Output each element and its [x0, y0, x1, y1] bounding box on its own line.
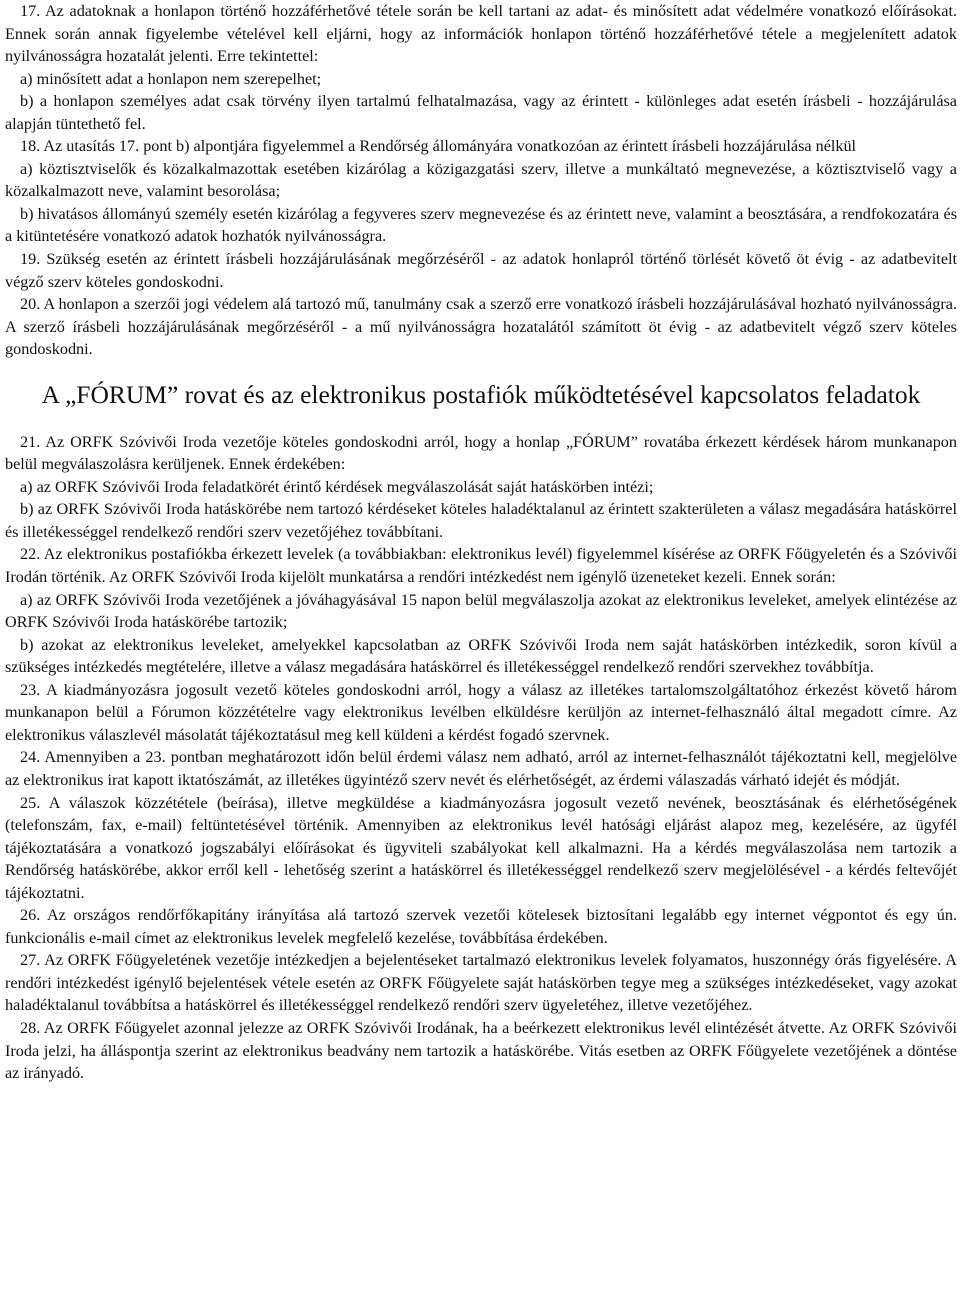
paragraph-18: 18. Az utasítás 17. pont b) alpontjára figyelemmel a Rendőrség állományára vonatkozóan az érintett írásbeli hozzájárulása nélkül [20, 137, 857, 156]
paragraph-17: 17. Az adatoknak a honlapon történő hozzáférhetővé tétele során be kell tartani az adat- és minősített adat védelmére vonatkozó előírásokat. Ennek során annak figyelembe vételével kell eljárni, hogy az információk honlapon történő hozzáférhetővé tétele a megjelenített adatok nyilvánosságra hozatalát jelenti. Erre tekintettel: [5, 2, 957, 66]
paragraph-26: 26. Az országos rendőrfőkapitány irányítása alá tartozó szervek vezetői kötelesek biztosítani legalább egy internet végpontot és egy ún. funkcionális e-mail címet az elektronikus levelek megfelelő kezelése, továbbítása érdekében. [5, 906, 957, 947]
paragraph-20: 20. A honlapon a szerzői jogi védelem alá tartozó mű, tanulmány csak a szerző erre vonatkozó írásbeli hozzájárulásával hozható nyilvánosságra. A szerző írásbeli hozzájárulásának megőrzéséről - a mű nyilvánosságra hozatalától számított öt évig - az adatbevitelt végző szerv köteles gondoskodni. [5, 295, 957, 359]
paragraph-17-b: b) a honlapon személyes adat csak törvény ilyen tartalmú felhatalmazása, vagy az érintett - különleges adat esetén írásbeli - hozzájárulása alapján tüntethető fel. [5, 92, 957, 133]
paragraph-21-b: b) az ORFK Szóvivői Iroda hatáskörébe nem tartozó kérdéseket köteles haladéktalanul az érintett szakterületen a válasz megadására hatáskörrel és illetékességgel rendelkező rendőri szerv vezetőjéhez továbbítani. [5, 500, 957, 541]
paragraph-22-b: b) azokat az elektronikus leveleket, amelyekkel kapcsolatban az ORFK Szóvivői Iroda nem saját hatáskörben intézkedik, soron kívül a szükséges intézkedés megtételére, illetve a válasz megadására hatáskörrel és illetékességgel rendelkező rendőri szervekhez továbbítja. [5, 635, 957, 677]
paragraph-17-a: a) minősített adat a honlapon nem szerepelhet; [20, 69, 322, 88]
paragraph-25: 25. A válaszok közzététele (beírása), illetve megküldése a kiadmányozásra jogosult vezető nevének, beosztásának és elérhetőségének (telefonszám, fax, e-mail) feltüntetésével történik. Amennyiben az elektronikus levél hatósági eljárást alapoz meg, kezelésére, az ügyfél tájékoztatására a vonatkozó jogszabályi előírásokat és ügyviteli szabályokat kell alkalmazni. Ha a kérdés megválaszolása nem tartozik a Rendőrség hatáskörébe, akkor erről kell - lehetőség szerint a hatáskörrel és illetékességgel rendelkező szerv megjelölésével - a kérdés feltevőjét tájékoztatni. [5, 793, 957, 902]
paragraph-18-a: a) köztisztviselők és közalkalmazottak esetében kizárólag a közigazgatási szerv, illetve a munkáltató megnevezése, a köztisztviselő vagy a közalkalmazott neve, valamint besorolása; [5, 159, 957, 201]
paragraph-24: 24. Amennyiben a 23. pontban meghatározott időn belül érdemi válasz nem adható, arról az internet-felhasználót tájékoztatni kell, megjelölve az elektronikus irat kapott iktatószámát, az illetékes ügyintéző szerv nevét és elérhetőségét, az érdemi válaszadás várható idejét és módját. [5, 748, 957, 789]
paragraph-22: 22. Az elektronikus postafiókba érkezett levelek (a továbbiakban: elektronikus levél) figyelemmel kísérése az ORFK Főügyeletén és a Szóvivői Irodán történik. Az ORFK Szóvivői Iroda kijelölt munkatársa a rendőri intézkedést nem igénylő üzeneteket kezeli. Ennek során: [5, 545, 957, 587]
document-page [5, 0, 957, 1085]
paragraph-22-a: a) az ORFK Szóvivői Iroda vezetőjének a jóváhagyásával 15 napon belül megválaszolja azokat az elektronikus leveleket, amelyek elintézése az ORFK Szóvivői Iroda hatáskörébe tartozik; [5, 590, 957, 632]
section-heading: A „FÓRUM” rovat és az elektronikus postafiók működtetésével kapcsolatos feladatok [41, 379, 921, 409]
paragraph-21-a: a) az ORFK Szóvivői Iroda feladatkörét érintő kérdések megválaszolását saját hatáskörben intézi; [20, 477, 654, 496]
paragraph-27: 27. Az ORFK Főügyeletének vezetője intézkedjen a bejelentéseket tartalmazó elektronikus levelek folyamatos, huszonnégy órás figyelésére. A rendőri intézkedést igénylő bejelentések vétele esetén az ORFK Főügyelete saját hatáskörben tegye meg a szükséges intézkedéseket, vagy azokat haladéktalanul továbbítsa a hatáskörrel és illetékességgel rendelkező rendőri szerv ügyeletéhez, illetve vezetőjéhez. [5, 951, 957, 1015]
paragraph-23: 23. A kiadmányozásra jogosult vezető köteles gondoskodni arról, hogy a válasz az illetékes tartalomszolgáltatóhoz érkezést követő három munkanapon belül a Fórumon közzétételre vagy elektronikus levélben elküldésre kerüljön az internet-felhasználó által megadott címre. Az elektronikus válaszlevél másolatát tájékoztatásul meg kell küldeni a kérdést fogadó szervnek. [5, 680, 957, 744]
paragraph-28: 28. Az ORFK Főügyelet azonnal jelezze az ORFK Szóvivői Irodának, ha a beérkezett elektronikus levél elintézését átvette. Az ORFK Szóvivői Iroda jelzi, ha álláspontja szerint az elektronikus beadvány nem tartozik a hatáskörébe. Vitás esetben az ORFK Főügyelete vezetőjének a döntése az irányadó. [5, 1018, 957, 1083]
paragraph-18-b: b) hivatásos állományú személy esetén kizárólag a fegyveres szerv megnevezése és az érintett neve, valamint a beosztására, a rendfokozatára és a kitüntetésére vonatkozó adatok hozhatók nyilvánosságra. [5, 204, 957, 246]
paragraph-21: 21. Az ORFK Szóvivői Iroda vezetője köteles gondoskodni arról, hogy a honlap „FÓRUM” rovatába érkezett kérdések három munkanapon belül megválaszolásra kerüljenek. Ennek érdekében: [5, 432, 957, 474]
paragraph-19: 19. Szükség esetén az érintett írásbeli hozzájárulásának megőrzéséről - az adatok honlapról történő törlését követő öt évig - az adatbevitelt végző szerv köteles gondoskodni. [5, 250, 957, 291]
